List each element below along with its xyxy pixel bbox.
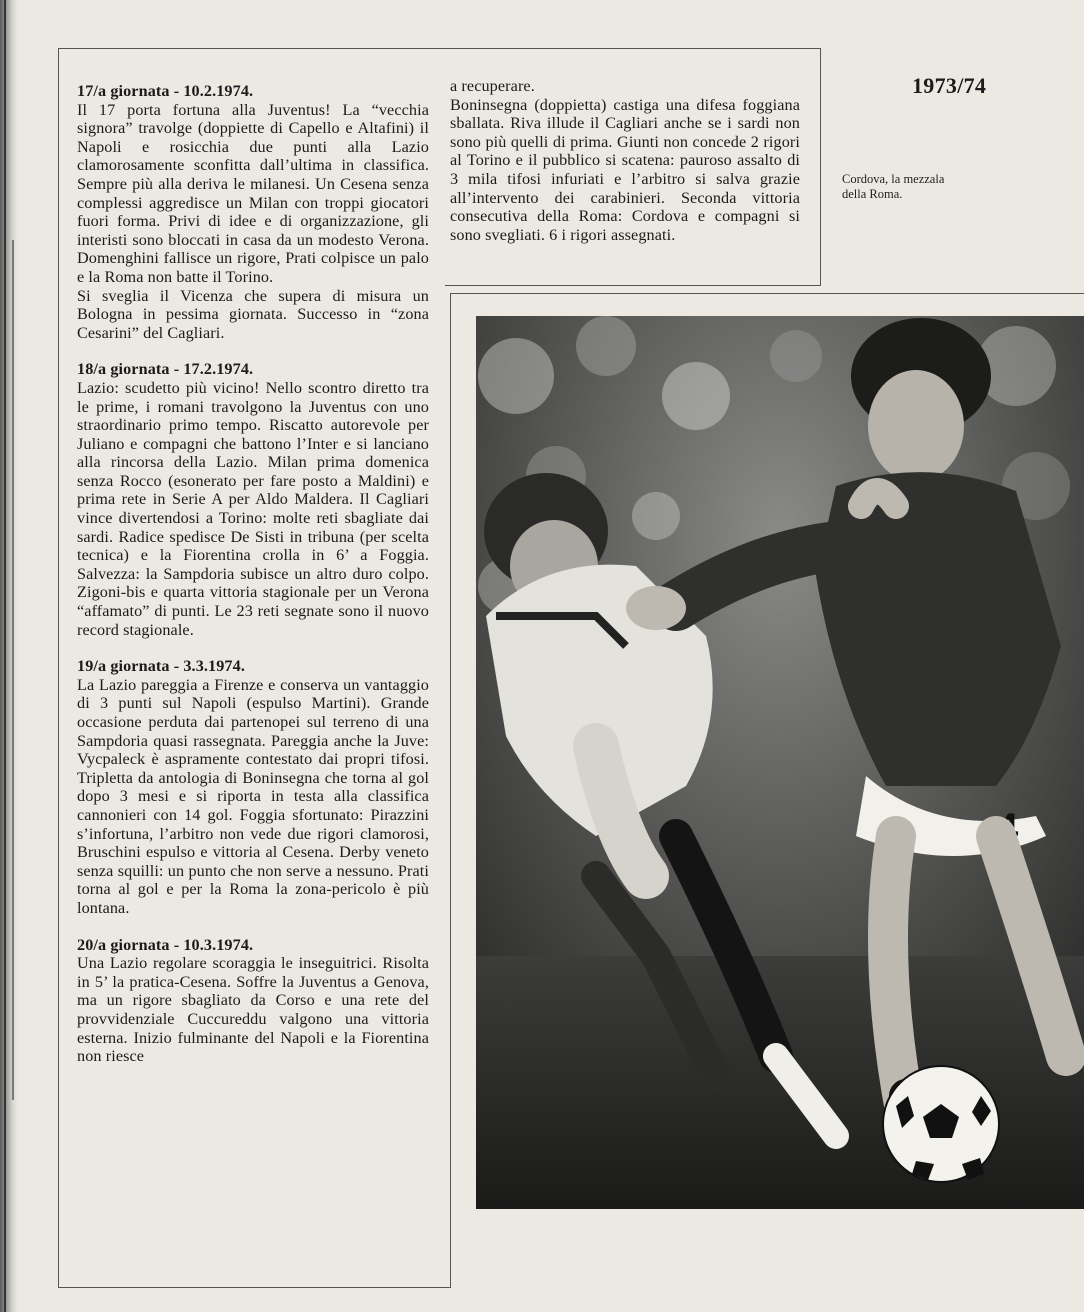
round-17-text-2: Si sveglia il Vicenza che supera di misura un Bologna in pessima giornata. Successo in “zona Cesarini” del Cagliari. <box>77 286 429 342</box>
round-20-continued-text: Boninsegna (doppietta) castiga una difesa foggiana sballata. Riva illude il Cagliari anche se i sardi non sono più quelli di prima. Giunti non concede 2 rigori al Torino e il pubblico si scatena: pauroso assalto di 3 mila tifosi infuriati e l’arbitro si salva grazie all’intervento dei carabinieri. Seconda vittoria consecutiva della Roma: Cordova e compagni si sono svegliati. 6 i rigori assegnati. <box>450 95 800 244</box>
frame-right-rule <box>820 48 821 285</box>
photo-caption <box>842 172 992 202</box>
frame-mid-rule <box>445 285 821 286</box>
middle-text-column <box>450 77 800 244</box>
frame-bottom-rule <box>58 1287 451 1288</box>
left-text-column <box>77 82 429 1084</box>
match-photo <box>476 316 1084 1209</box>
shirt-number: 4 <box>996 806 1019 850</box>
frame-column-divider <box>450 293 451 1288</box>
match-photo-illustration <box>476 316 1084 1209</box>
frame-photo-top-rule <box>450 293 1084 294</box>
binding-edge-line <box>4 0 6 1312</box>
round-18-text: Lazio: scudetto più vicino! Nello scontro diretto tra le prime, i romani travolgono la Juventus con uno straordinario primo tempo. Riscatto autorevole per Juliano e compagni che battono l’Inter e si lanciano alla rincorsa della Lazio. Milan prima domenica senza Rocco (esonerato per fare posto a Maldini) e prima rete in Serie A per Aldo Maldera. Il Cagliari vince divertendosi a Torino: molte reti sbagliate dai sardi. Radice spedisce De Sisti in tribuna (per scelta tecnica) e la Fiorentina crolla in 6’ a Foggia. Salvezza: la Sampdoria subisce un altro duro colpo. Zigoni-bis e quarta vittoria stagionale per un Verona “affamato” di punti. Le 23 reti segnate sono il nuovo record stagionale. <box>77 378 429 639</box>
round-18 <box>77 360 429 639</box>
round-17-title: 17/a giornata - 10.2.1974. <box>77 82 254 100</box>
round-17 <box>77 82 429 342</box>
round-19-text: La Lazio pareggia a Firenze e conserva un vantaggio di 3 punti sul Napoli (espulso Martini). Grande occasione perduta dai partenopei sul terreno di una Sampdoria quasi rassegnata. Pareggia anche la Juve: Vycpaleck è aspramente contestato dai propri tifosi. Tripletta da antologia di Boninsegna che torna al gol dopo 3 mesi e si riporta in testa alla classifica cannonieri con 14 gol. Foggia sfortunato: Pirazzini s’infortuna, l’arbitro non vede due rigori clamorosi, Bruschini espulso e vittoria al Cesena. Derby veneto senza squilli: un punto che non serve a nessuno. Prati torna al gol e per la Roma la zona-pericolo è più lontana. <box>77 675 429 917</box>
round-20-continued-lead: a recuperare. <box>450 77 535 95</box>
caption-line-1: Cordova, la mezzala <box>842 172 945 186</box>
frame-top-rule <box>58 48 820 49</box>
round-18-title: 18/a giornata - 17.2.1974. <box>77 360 254 379</box>
round-20 <box>77 936 429 1066</box>
round-17-text: Il 17 porta fortuna alla Juventus! La “vecchia signora” travolge (doppiette di Capello e Altafini) il Napoli e rosicchia due punti alla Lazio clamorosamente sconfitta dall’ultima in classifica. Sempre più alla deriva le milanesi. Un Cesena senza complessi aggredisce un Milan con troppi giocatori fuori forma. Privi di idee e di organizzazione, gli interisti sono bloccati in casa da un modesto Verona. Domenghini fallisce un rigore, Prati colpisce un palo e la Roma non batte il Torino. <box>77 100 429 286</box>
frame-left-rule <box>58 48 59 1288</box>
round-20-text: Una Lazio regolare scoraggia le inseguitrici. Risolta in 5’ la pratica-Cesena. Soffre la Juventus a Genova, ma un rigore sbagliato da Corso e una rete del provvidenziale Cuccureddu valgono una vittoria esterna. Inizio fulminante del Napoli e la Fiorentina non riesce <box>77 954 429 1066</box>
round-20-title: 20/a giornata - 10.3.1974. <box>77 935 254 954</box>
season-heading: 1973/74 <box>912 73 987 98</box>
binding-inner-line <box>12 240 14 1100</box>
round-19 <box>77 657 429 917</box>
caption-line-2: della Roma. <box>842 187 903 201</box>
football <box>883 1066 999 1182</box>
page-binding <box>0 0 18 1312</box>
round-19-title: 19/a giornata - 3.3.1974. <box>77 657 245 676</box>
